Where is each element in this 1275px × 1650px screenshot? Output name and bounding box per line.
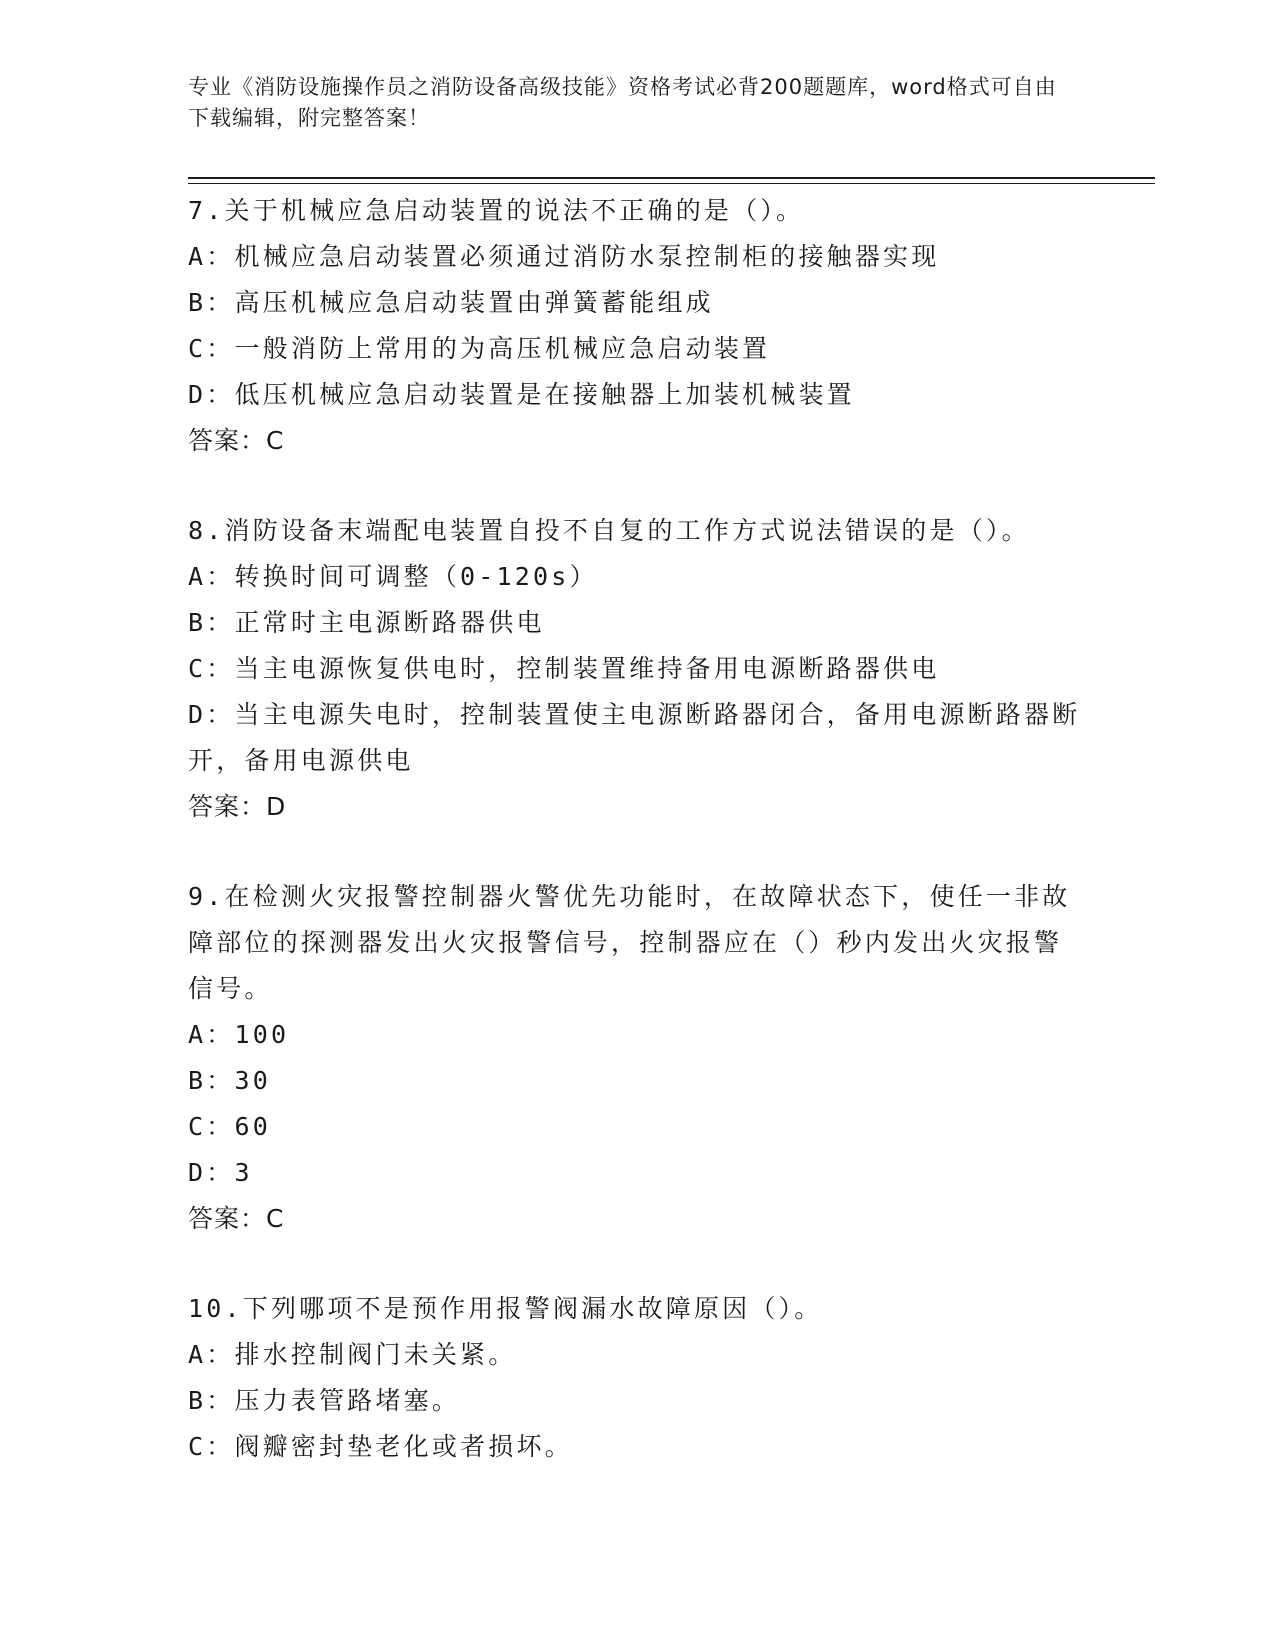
option-a: A：排水控制阀门未关紧。 [188, 1340, 517, 1369]
document-header: 专业《消防设施操作员之消防设备高级技能》资格考试必背200题题库，word格式可自由下载编辑，附完整答案！ [188, 75, 1057, 130]
option-b: B：正常时主电源断路器供电 [188, 608, 545, 637]
option-b: B：高压机械应急启动装置由弹簧蓄能组成 [188, 288, 714, 317]
option-c: C：60 [188, 1112, 271, 1141]
question-9 [188, 874, 1083, 1242]
option-c: C：一般消防上常用的为高压机械应急启动装置 [188, 334, 771, 363]
question-10 [188, 1286, 1083, 1470]
option-c: C：当主电源恢复供电时，控制装置维持备用电源断路器供电 [188, 654, 940, 683]
option-d: D：低压机械应急启动装置是在接触器上加装机械装置 [188, 380, 855, 409]
question-stem: 8.消防设备末端配电装置自投不自复的工作方式说法错误的是（）。 [188, 516, 1030, 545]
question-list [188, 188, 1083, 1514]
answer: 答案：D [188, 792, 287, 821]
header-divider-thin [188, 183, 1155, 184]
option-a: A：100 [188, 1020, 290, 1049]
option-d: D：当主电源失电时，控制装置使主电源断路器闭合，备用电源断路器断开，备用电源供电 [188, 700, 1081, 775]
option-d: D：3 [188, 1158, 253, 1187]
question-8 [188, 508, 1083, 830]
header-divider-thick [188, 177, 1155, 179]
answer: 答案：C [188, 426, 285, 455]
option-b: B：压力表管路堵塞。 [188, 1386, 461, 1415]
option-c: C：阀瓣密封垫老化或者损坏。 [188, 1432, 573, 1461]
option-a: A：机械应急启动装置必须通过消防水泵控制柜的接触器实现 [188, 242, 940, 271]
question-stem: 7.关于机械应急启动装置的说法不正确的是（）。 [188, 196, 805, 225]
option-b: B：30 [188, 1066, 271, 1095]
answer: 答案：C [188, 1204, 285, 1233]
question-stem: 9.在检测火灾报警控制器火警优先功能时，在故障状态下，使任一非故障部位的探测器发出火灾报警信号，控制器应在（）秒内发出火灾报警信号。 [188, 882, 1071, 1003]
question-stem: 10.下列哪项不是预作用报警阀漏水故障原因（）。 [188, 1294, 823, 1323]
option-a: A：转换时间可调整（0-120s） [188, 562, 598, 591]
question-7 [188, 188, 1083, 464]
